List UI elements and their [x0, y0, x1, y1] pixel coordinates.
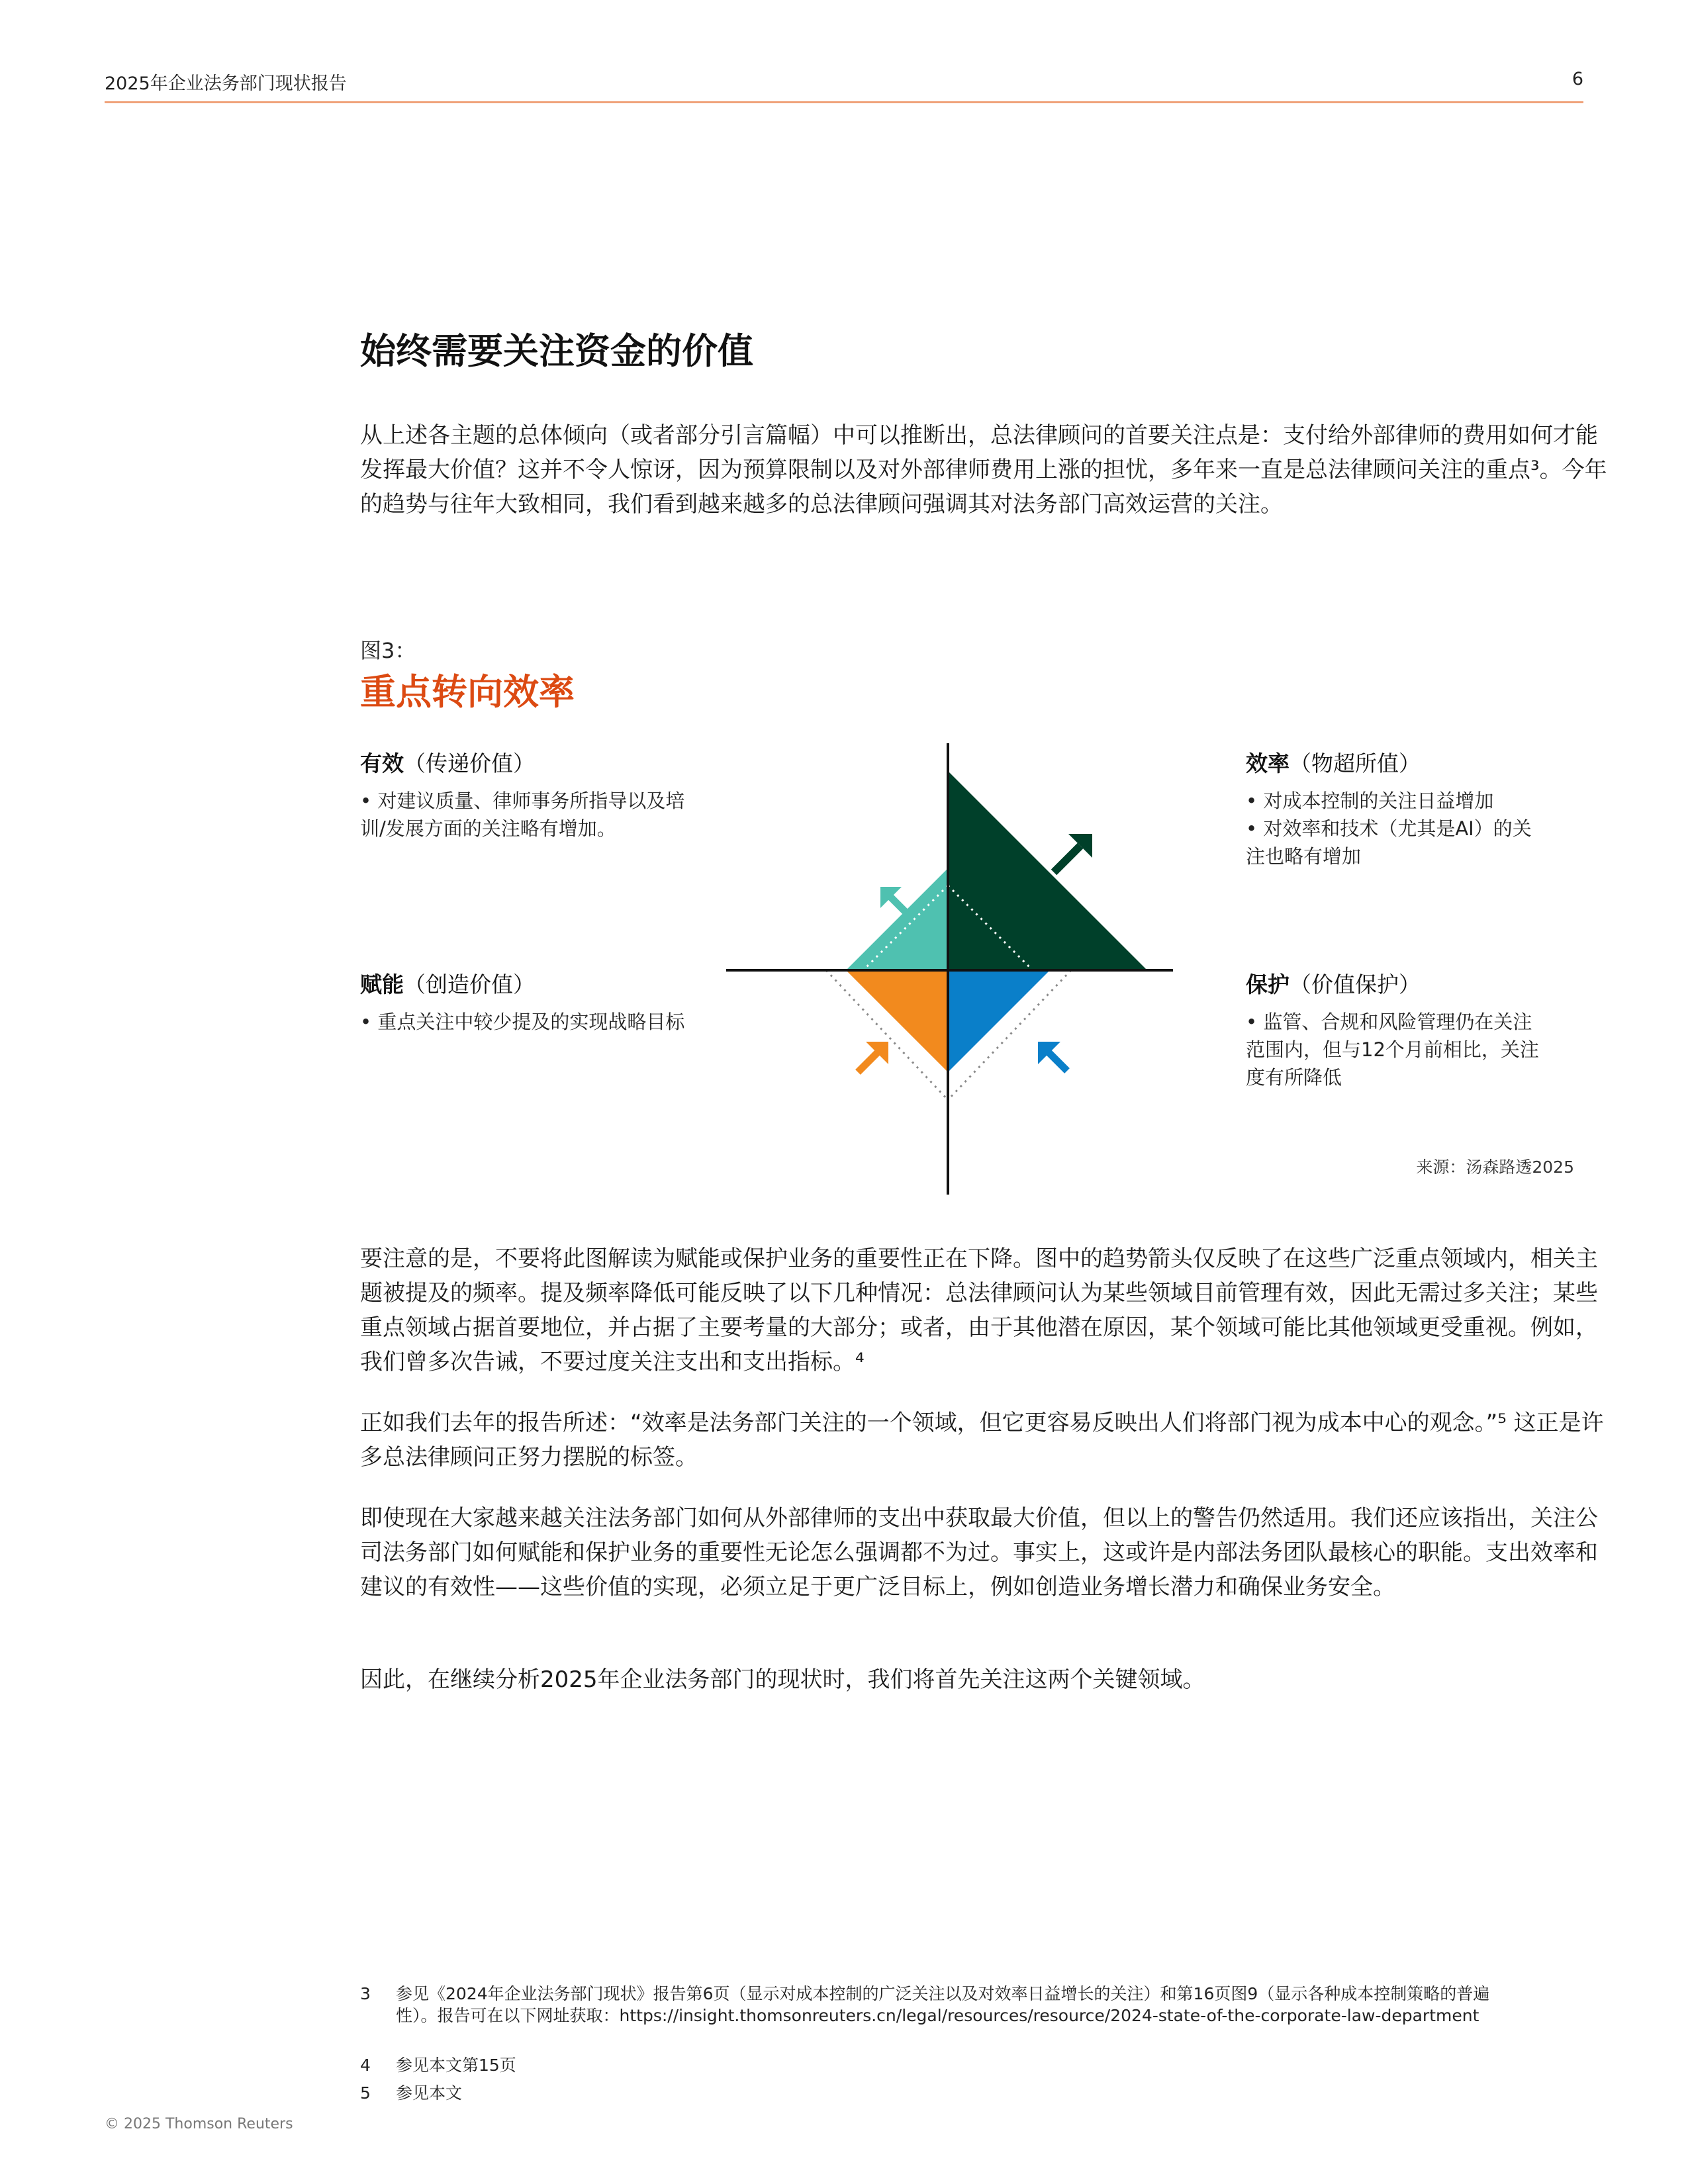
protect-arrow-icon — [1038, 1042, 1067, 1071]
list-item: • 对建议质量、律师事务所指导以及培训/发展方面的关注略有增加。 — [360, 790, 685, 840]
effective-arrow-icon — [880, 887, 907, 913]
quadrant-protect — [1246, 968, 1544, 1091]
footnote-number: 4 — [360, 2056, 371, 2075]
figure-label: 图3： — [360, 638, 416, 663]
quadrant-effective-title: 有效（传递价值） — [360, 751, 535, 776]
list-item: • 对效率和技术（尤其是AI）的关注也略有增加 — [1246, 817, 1532, 868]
footnote-4 — [360, 2054, 1519, 2076]
section-heading: 始终需要关注资金的价值 — [360, 330, 753, 372]
footnote-3 — [360, 1983, 1519, 2026]
protect-triangle — [948, 970, 1050, 1072]
quadrant-protect-title: 保护（价值保护） — [1246, 972, 1421, 997]
copyright: © 2025 Thomson Reuters — [105, 2116, 293, 2132]
header-divider — [105, 101, 1583, 103]
quadrant-protect-bullets — [1246, 1008, 1544, 1091]
efficiency-triangle — [948, 771, 1147, 970]
quadrant-efficiency — [1246, 747, 1544, 870]
figure-source: 来源：汤森路透2025 — [1416, 1158, 1574, 1177]
paragraph-conclusion: 因此，在继续分析2025年企业法务部门的现状时，我们将首先关注这两个关键领域。 — [360, 1666, 1205, 1693]
enable-arrow-icon — [858, 1042, 888, 1072]
efficiency-arrow-icon — [1054, 834, 1092, 872]
quadrant-efficiency-bullets — [1246, 787, 1544, 870]
quadrant-enable-title: 赋能（创造价值） — [360, 972, 535, 997]
list-item: • 监管、合规和风险管理仍在关注范围内，但与12个月前相比，关注度有所降低 — [1246, 1011, 1539, 1089]
footnote-text: 参见本文第15页 — [396, 2056, 516, 2075]
quadrant-enable — [360, 968, 698, 1036]
footnote-text: 参见本文 — [396, 2083, 463, 2103]
footnote-5 — [360, 2082, 1519, 2104]
quadrant-efficiency-title: 效率（物超所值） — [1246, 751, 1421, 776]
enable-triangle — [846, 970, 948, 1072]
quadrant-effective-bullets — [360, 787, 698, 842]
list-item: • 重点关注中较少提及的实现战略目标 — [360, 1011, 685, 1033]
quadrant-effective — [360, 747, 698, 842]
footnote-number: 5 — [360, 2083, 371, 2103]
focus-shift-diagram — [715, 741, 1178, 1198]
header-title: 2025年企业法务部门现状报告 — [105, 73, 347, 94]
paragraph-figure-interpretation: 要注意的是，不要将此图解读为赋能或保护业务的重要性正在下降。图中的趋势箭头仅反映了在这些广泛重点领域内，相关主题被提及的频率。提及频率降低可能反映了以下几种情况：总法律顾问认为某些领域目前管理有效，因此无需过多关注；某些重点领域占据首要地位，并占据了主要考量的大部分；或者，由于其他潜在原因，某个领域可能比其他领域更受重视。例如，我们曾多次告诫，不要过度关注支出和支出指标。⁴ — [360, 1246, 1598, 1375]
footnote-number: 3 — [360, 1984, 371, 2003]
paragraph-caveat: 即使现在大家越来越关注法务部门如何从外部律师的支出中获取最大价值，但以上的警告仍然适用。我们还应该指出，关注公司法务部门如何赋能和保护业务的重要性无论怎么强调都不为过。事实上，这或许是内部法务团队最核心的职能。支出效率和建议的有效性——这些价值的实现，必须立足于更广泛目标上，例如创造业务增长潜力和确保业务安全。 — [360, 1505, 1598, 1600]
page-number: 6 — [1571, 69, 1583, 89]
paragraph-last-year-quote: 正如我们去年的报告所述：“效率是法务部门关注的一个领域，但它更容易反映出人们将部门视为成本中心的观念。”⁵ 这正是许多总法律顾问正努力摆脱的标签。 — [360, 1410, 1604, 1471]
list-item: • 对成本控制的关注日益增加 — [1246, 790, 1494, 812]
figure-title: 重点转向效率 — [360, 671, 575, 713]
quadrant-enable-bullets — [360, 1008, 698, 1036]
footnote-text: 参见《2024年企业法务部门现状》报告第6页（显示对成本控制的广泛关注以及对效率日益增长的关注）和第16页图9（显示各种成本控制策略的普遍性）。报告可在以下网址获取：https://insight.thomsonreuters.cn/legal/resources/resource/2024-state-of-the-corporate-law-department — [396, 1984, 1490, 2025]
intro-paragraph: 从上述各主题的总体倾向（或者部分引言篇幅）中可以推断出，总法律顾问的首要关注点是：支付给外部律师的费用如何才能发挥最大价值？这并不令人惊讶，因为预算限制以及对外部律师费用上涨的担忧，多年来一直是总法律顾问关注的重点³。今年的趋势与往年大致相同，我们看到越来越多的总法律顾问强调其对法务部门高效运营的关注。 — [360, 422, 1607, 518]
effective-triangle — [846, 868, 948, 970]
